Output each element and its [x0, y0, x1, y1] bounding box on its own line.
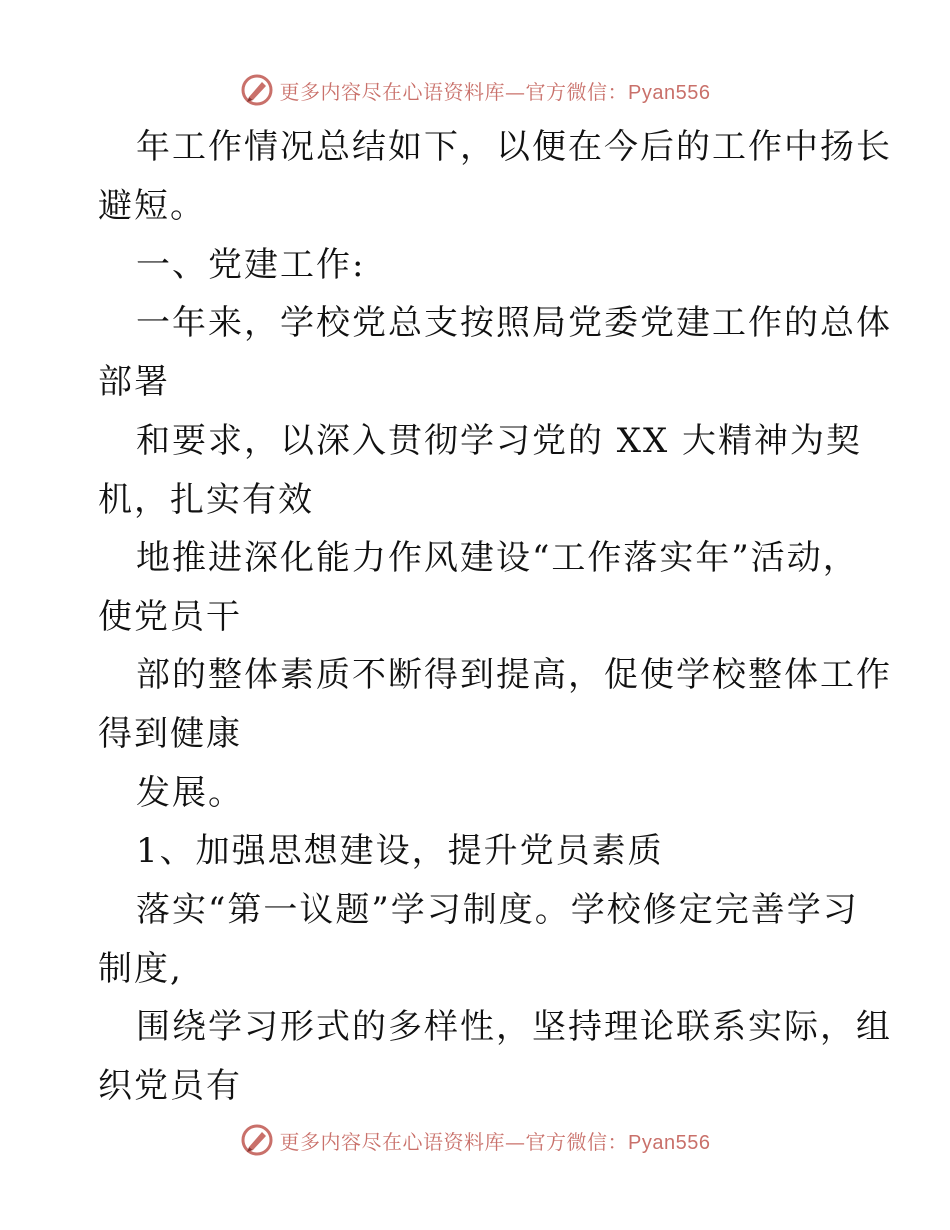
pen-logo-icon — [240, 1123, 274, 1157]
watermark-text: 更多内容尽在心语资料库—官方微信：Pyan556 — [279, 1129, 711, 1154]
text-line: 得到健康 — [98, 714, 242, 754]
text-line: 发展。 — [136, 773, 244, 813]
pen-logo-icon — [240, 73, 274, 107]
text-line: 部署 — [98, 362, 170, 402]
text-line: 织党员有 — [98, 1066, 242, 1106]
subsection-heading: 1、加强思想建设，提升党员素质 — [136, 831, 664, 871]
footer-watermark — [0, 1120, 950, 1160]
header-watermark — [0, 70, 950, 110]
text-line: 围绕学习形式的多样性，坚持理论联系实际，组 — [136, 1007, 892, 1047]
text-line: 制度, — [98, 949, 183, 989]
text-line: 年工作情况总结如下，以便在今后的工作中扬长 — [136, 127, 892, 167]
watermark-text: 更多内容尽在心语资料库—官方微信：Pyan556 — [279, 79, 711, 104]
section-heading: 一、党建工作: — [136, 245, 366, 285]
text-line: 机，扎实有效 — [98, 480, 314, 520]
text-line: 落实“第一议题”学习制度。学校修定完善学习 — [136, 890, 859, 930]
text-line: 和要求，以深入贯彻学习党的 XX 大精神为契 — [136, 421, 863, 461]
text-line: 部的整体素质不断得到提高，促使学校整体工作 — [136, 655, 892, 695]
text-line: 避短。 — [98, 186, 206, 226]
text-line: 使党员干 — [98, 597, 242, 637]
text-line: 一年来，学校党总支按照局党委党建工作的总体 — [136, 303, 892, 343]
text-line: 地推进深化能力作风建设“工作落实年”活动， — [136, 538, 859, 578]
